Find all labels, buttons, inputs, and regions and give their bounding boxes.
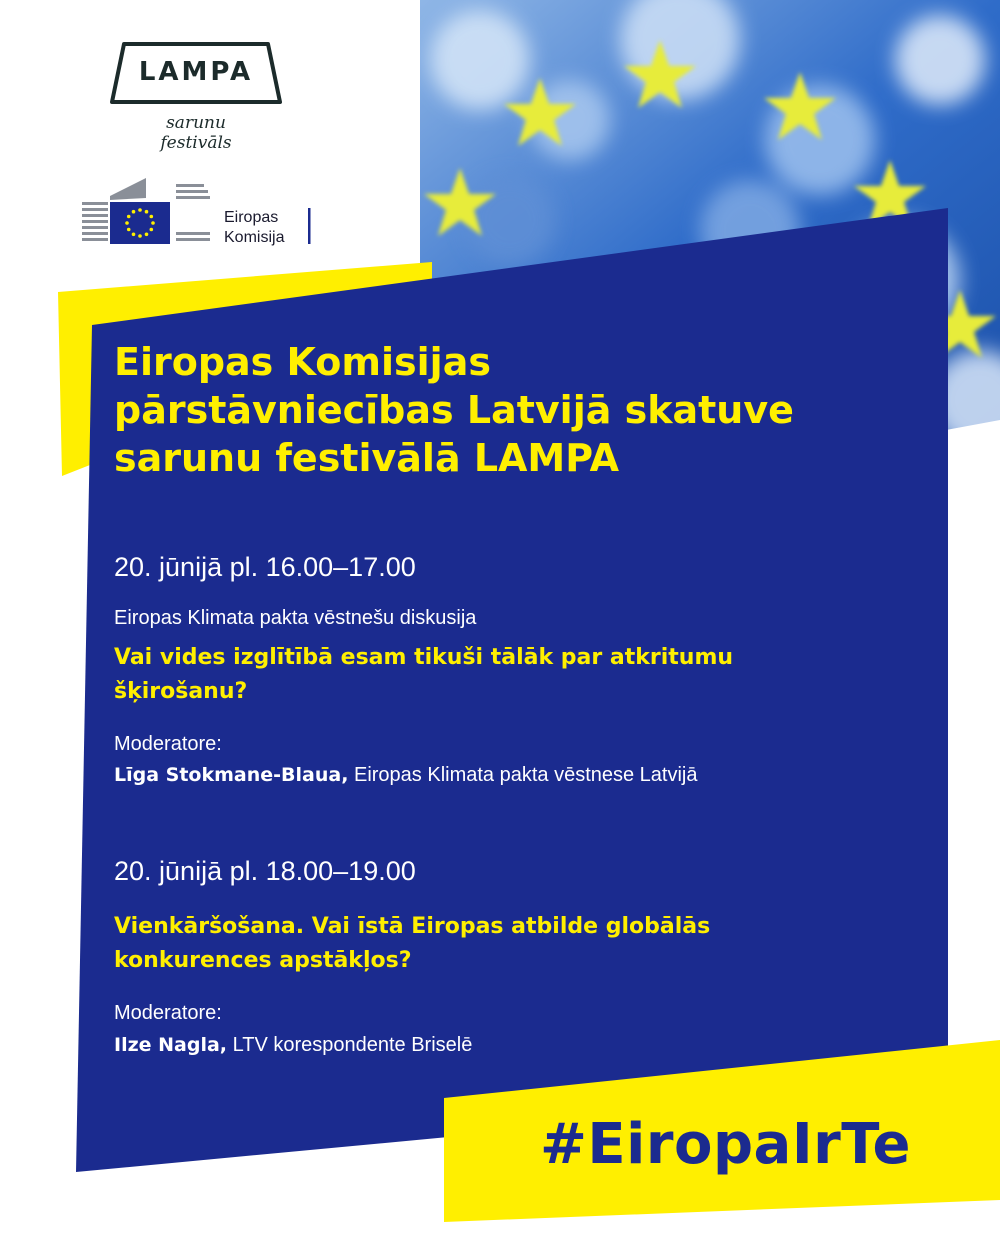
moderator-name: Ilze Nagla, — [114, 1034, 228, 1056]
question-line: šķirošanu? — [114, 679, 248, 704]
event-datetime: 20. jūnijā pl. 18.00–19.00 — [114, 856, 416, 886]
lampa-tagline-line: festivāls — [160, 133, 232, 153]
event-datetime: 20. jūnijā pl. 16.00–17.00 — [114, 552, 416, 582]
event-question — [114, 910, 904, 978]
event-subtitle: Eiropas Klimata pakta vēstnešu diskusija — [114, 607, 477, 629]
moderator-role: LTV korespondente Briselē — [227, 1034, 473, 1056]
moderator-label: Moderatore: — [114, 733, 222, 755]
lampa-logo-text: LAMPA — [138, 57, 254, 87]
poster-title — [114, 338, 934, 482]
event-question — [114, 641, 904, 709]
moderator-info — [114, 764, 698, 787]
ec-name-line: Komisija — [224, 229, 285, 246]
ec-name-line: Eiropas — [224, 209, 279, 226]
moderator-name: Līga Stokmane-Blaua, — [114, 764, 349, 786]
moderator-info — [114, 1034, 472, 1057]
question-line: konkurences apstākļos? — [114, 948, 412, 973]
question-line: Vai vides izglītībā esam tikuši tālāk par atkritumu — [114, 645, 734, 670]
title-line: pārstāvniecības Latvijā skatuve — [114, 388, 794, 432]
question-line: Vienkāršošana. Vai īstā Eiropas atbilde globālās — [114, 914, 711, 939]
moderator-label: Moderatore: — [114, 1002, 222, 1024]
lampa-tagline-line: sarunu — [166, 113, 226, 133]
title-line: sarunu festivālā LAMPA — [114, 436, 620, 480]
moderator-role: Eiropas Klimata pakta vēstnese Latvijā — [348, 764, 698, 786]
hashtag: #EiropaIrTe — [540, 1112, 912, 1177]
title-line: Eiropas Komisijas — [114, 340, 491, 384]
